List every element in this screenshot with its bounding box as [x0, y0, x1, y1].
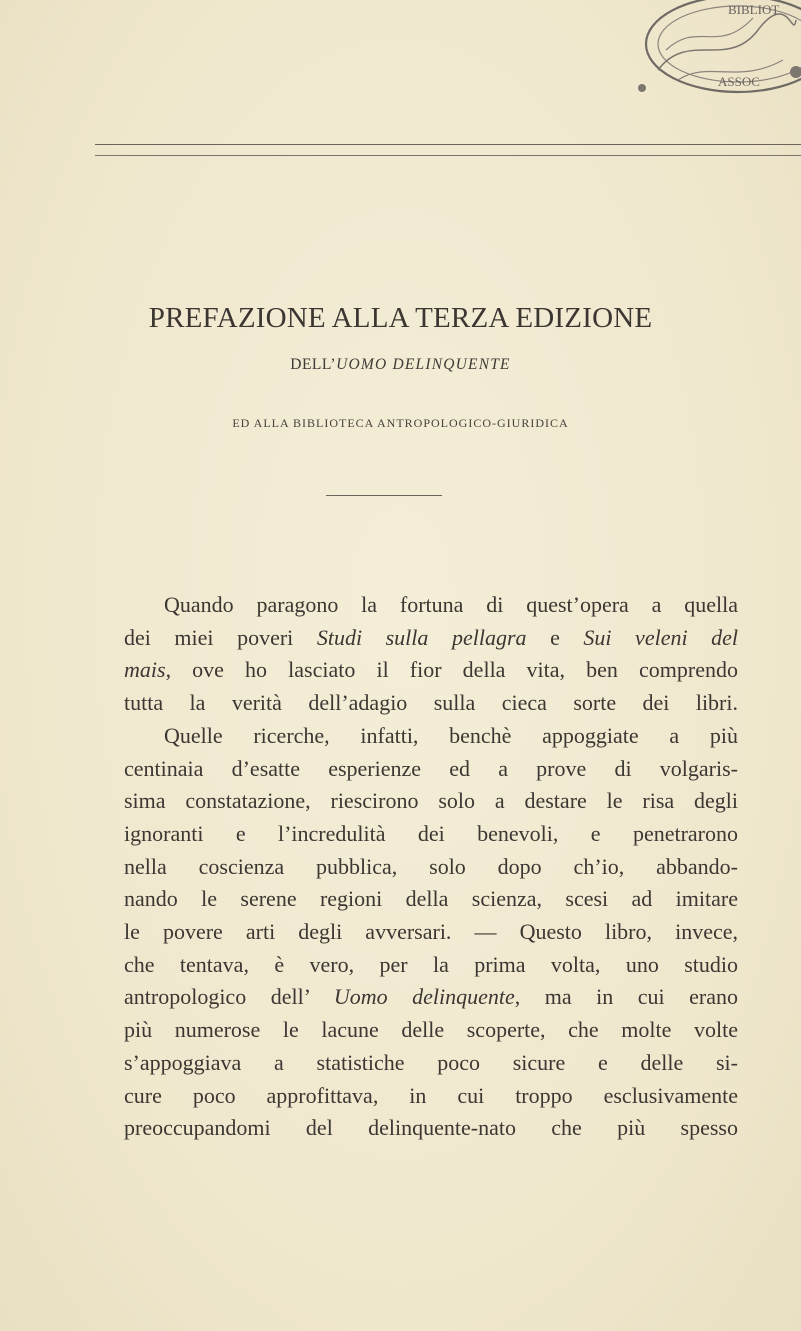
body-line: nando le serene regioni della scienza, scesi ad imitare [124, 886, 738, 912]
body-line: dei miei poveri Studi sulla pellagra e Sui veleni del [124, 624, 739, 650]
stamp-text-bottom: ASSOC [718, 74, 760, 89]
body-line: tutta la verità dell’adagio sulla cieca sorte dei libri. [124, 690, 738, 716]
italic-title: mais [124, 657, 166, 683]
body-line: ignoranti e l’incredulità dei benevoli, e penetrarono [124, 820, 738, 846]
body-line: cure poco approfittava, in cui troppo esclusivamente [124, 1082, 738, 1108]
body-line: antropologico dell’ Uomo delinquente, ma in cui erano [124, 984, 738, 1010]
stamp-text-top: BIBLIOT [728, 2, 780, 17]
body-line: mais, ove ho lasciato il fior della vita, ben comprendo [124, 657, 738, 683]
body-line: s’appoggiava a statistiche poco sicure e delle si- [124, 1049, 738, 1075]
series-line: ED ALLA BIBLIOTECA ANTROPOLOGICO-GIURIDICA [232, 416, 569, 430]
body-line: le povere arti degli avversari. — Questo libro, invece, [124, 919, 738, 945]
header-rule-thin [95, 155, 801, 156]
body-text [124, 589, 738, 1145]
subtitle-prefix: DELL’ [290, 356, 337, 373]
body-line: che tentava, è vero, per la prima volta, uno studio [124, 951, 738, 977]
body-line: Quelle ricerche, infatti, benchè appoggiate a più [164, 722, 738, 748]
page-subtitle [0, 356, 801, 374]
library-stamp-icon [618, 0, 801, 96]
section-divider [326, 495, 442, 496]
italic-title: Sui veleni del [583, 624, 739, 650]
subtitle-italic: UOMO DELINQUENTE [336, 356, 511, 373]
header-rule-thick [95, 144, 801, 145]
body-line: Quando paragono la fortuna di quest’opera a quella [164, 592, 738, 617]
body-line: preoccupandomi del delinquente-nato che più spesso [124, 1115, 738, 1141]
body-line: più numerose le lacune delle scoperte, che molte volte [124, 1017, 738, 1043]
body-line: nella coscienza pubblica, solo dopo ch’io, abbando- [124, 853, 738, 879]
italic-title: Studi sulla pellagra [316, 624, 527, 650]
page-title: PREFAZIONE ALLA TERZA EDIZIONE [148, 302, 653, 334]
body-line: sima constatazione, riescirono solo a destare le risa degli [124, 788, 738, 814]
body-line: centinaia d’esatte esperienze ed a prove di volgaris- [124, 755, 738, 781]
italic-title: Uomo delinquente [333, 984, 515, 1010]
